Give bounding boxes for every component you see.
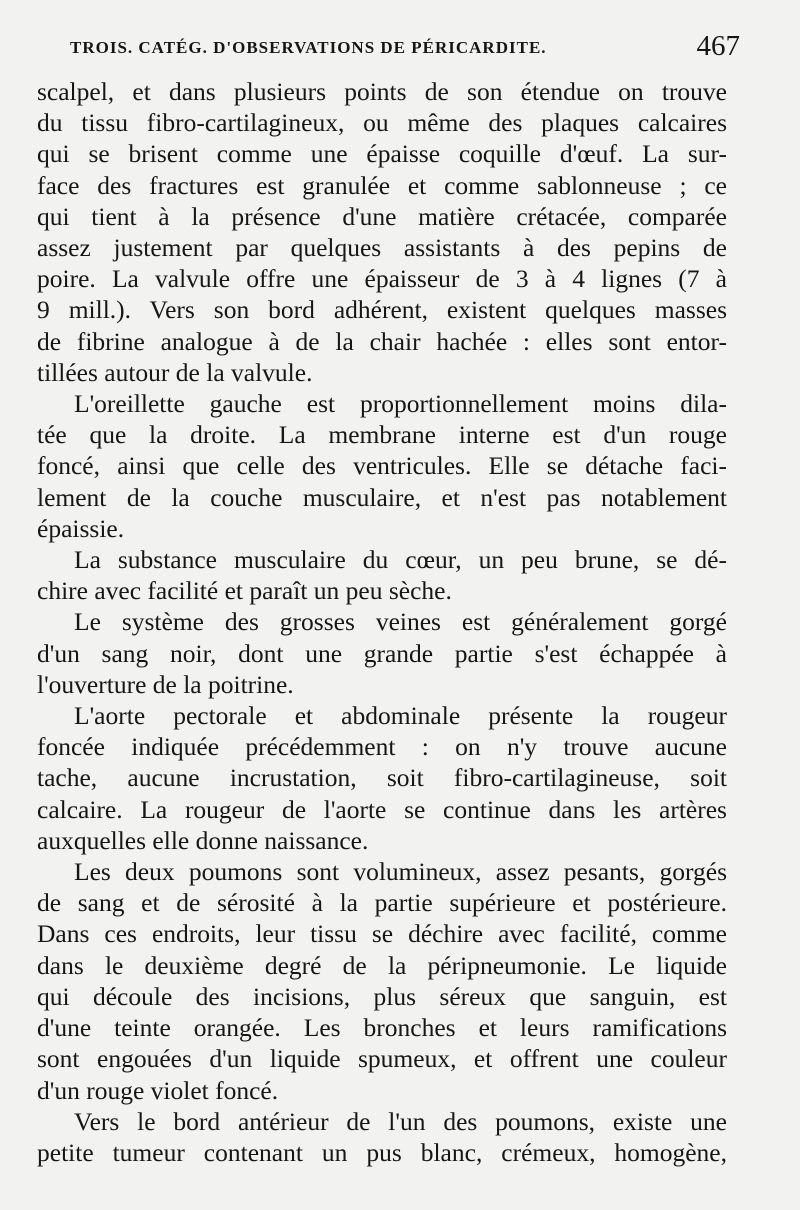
text-line: qui découle des incisions, plus séreux que sanguin, est: [37, 981, 727, 1011]
text-line: L'oreillette gauche est proportionnellement moins dila-: [74, 389, 727, 419]
text-line: du tissu fibro-cartilagineux, ou même des plaques calcaires: [37, 108, 727, 138]
text-line: foncée indiquée précédemment : on n'y trouve aucune: [37, 732, 727, 762]
text-line: assez justement par quelques assistants à des pepins de: [37, 233, 727, 263]
paragraph: [37, 606, 727, 700]
text-line: chire avec facilité et paraît un peu sèche.: [37, 576, 452, 606]
text-line: auxquelles elle donne naissance.: [37, 825, 369, 855]
text-line: face des fractures est granulée et comme sablonneuse ; ce: [37, 170, 727, 200]
text-line: lement de la couche musculaire, et n'est pas notablement: [37, 482, 727, 512]
text-line: Vers le bord antérieur de l'un des poumons, existe une: [74, 1106, 727, 1136]
text-line: tache, aucune incrustation, soit fibro-cartilagineuse, soit: [37, 763, 727, 793]
text-line: tillées autour de la valvule.: [37, 357, 313, 387]
text-line: qui se brisent comme une épaisse coquille d'œuf. La sur-: [37, 139, 727, 169]
text-line: poire. La valvule offre une épaisseur de 3 à 4 lignes (7 à: [37, 264, 727, 294]
text-line: petite tumeur contenant un pus blanc, crémeux, homogène,: [37, 1137, 727, 1167]
text-line: scalpel, et dans plusieurs points de son étendue on trouve: [37, 77, 727, 106]
page-number: 467: [696, 30, 740, 62]
page-header: [70, 30, 740, 70]
text-line: La substance musculaire du cœur, un peu brune, se dé-: [74, 545, 727, 575]
text-line: d'une teinte orangée. Les bronches et leurs ramifications: [37, 1013, 727, 1043]
text-line: foncé, ainsi que celle des ventricules. Elle se détache faci-: [37, 451, 727, 481]
text-line: d'un sang noir, dont une grande partie s'est échappée à: [37, 638, 727, 668]
text-line: d'un rouge violet foncé.: [37, 1075, 279, 1105]
paragraph: [37, 388, 727, 544]
running-title: TROIS. CATÉG. D'OBSERVATIONS DE PÉRICARDITE.: [70, 38, 547, 57]
text-line: sont engouées d'un liquide spumeux, et offrent une couleur: [37, 1044, 727, 1074]
text-line: Le système des grosses veines est généralement gorgé: [74, 607, 727, 637]
paragraph: [37, 856, 727, 1106]
text-line: 9 mill.). Vers son bord adhérent, existent quelques masses: [37, 295, 727, 325]
text-line: qui tient à la présence d'une matière crétacée, comparée: [37, 201, 727, 231]
text-line: calcaire. La rougeur de l'aorte se continue dans les artères: [37, 794, 727, 824]
paragraph: [37, 1106, 727, 1168]
paragraph: [37, 544, 727, 606]
text-line: de sang et de sérosité à la partie supérieure et postérieure.: [37, 888, 727, 918]
text-line: Les deux poumons sont volumineux, assez pesants, gorgés: [74, 857, 727, 887]
text-line: Dans ces endroits, leur tissu se déchire avec facilité, comme: [37, 919, 727, 949]
text-line: tée que la droite. La membrane interne est d'un rouge: [37, 420, 727, 450]
paragraph: [37, 76, 727, 388]
text-line: de fibrine analogue à de la chair hachée : elles sont entor-: [37, 326, 727, 356]
text-line: épaissie.: [37, 513, 125, 543]
body-text: [37, 76, 727, 1168]
text-line: dans le deuxième degré de la péripneumonie. Le liquide: [37, 950, 727, 980]
text-line: l'ouverture de la poitrine.: [37, 669, 294, 699]
paragraph: [37, 700, 727, 856]
text-line: L'aorte pectorale et abdominale présente la rougeur: [74, 701, 727, 731]
